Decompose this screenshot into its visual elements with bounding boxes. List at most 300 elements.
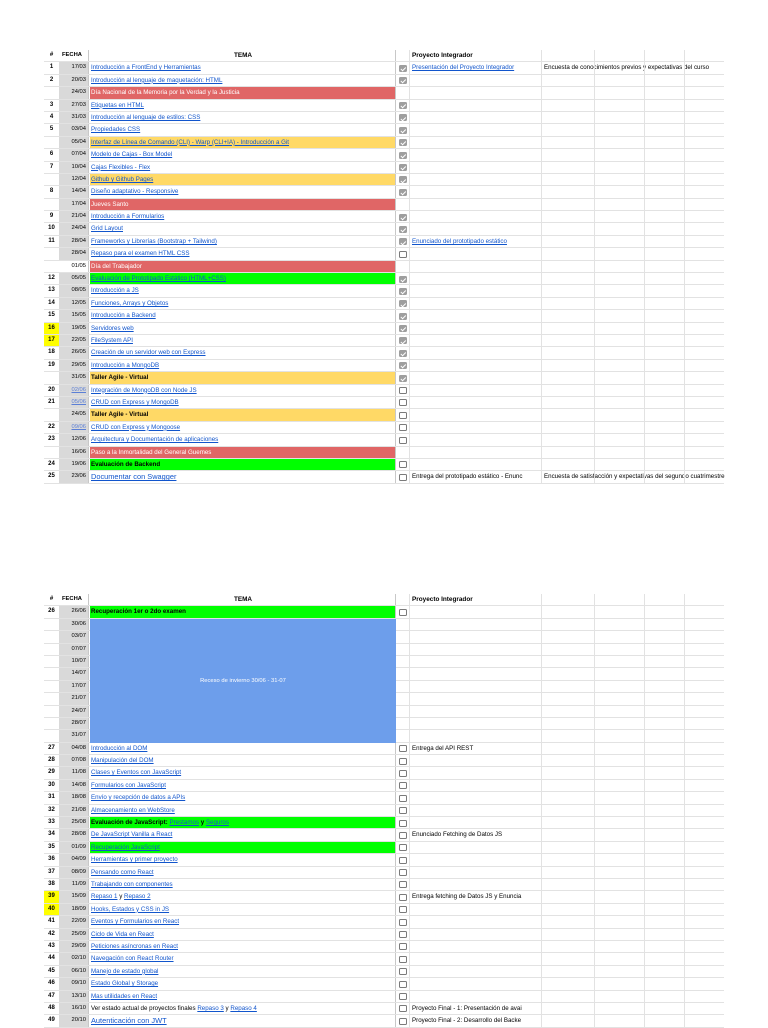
row-project	[410, 75, 542, 86]
checkbox-unchecked[interactable]	[399, 795, 407, 802]
checkbox-unchecked[interactable]	[399, 424, 407, 431]
row-number: 3	[49, 101, 54, 108]
grid-line	[684, 50, 685, 61]
grid-line	[594, 298, 595, 309]
row-project	[410, 817, 542, 828]
recess-merged-cell: Receso de invierno 30/06 - 31-07	[90, 619, 396, 743]
checkbox-unchecked[interactable]	[399, 857, 407, 864]
grid-line	[594, 100, 595, 111]
row-check-cell	[396, 681, 410, 692]
row-project	[410, 149, 542, 160]
row-number	[44, 631, 59, 642]
topic-link[interactable]: Diseño adaptativo - Responsive	[91, 188, 179, 196]
row-number: 39	[44, 891, 59, 902]
checkbox-unchecked[interactable]	[399, 758, 407, 765]
grid-line	[644, 706, 645, 717]
row-number	[44, 706, 59, 717]
grid-line	[684, 434, 685, 445]
grid-line	[594, 397, 595, 408]
row-notes	[542, 360, 724, 371]
row-project	[410, 805, 542, 816]
row-number	[44, 681, 59, 692]
grid-line	[684, 966, 685, 977]
checkbox-unchecked[interactable]	[399, 943, 407, 950]
topic-link[interactable]: Introducción al lenguaje de estilos: CSS	[91, 113, 201, 121]
checkbox-unchecked[interactable]	[399, 956, 407, 963]
checkbox-checked[interactable]	[399, 288, 407, 295]
row-check-cell	[396, 891, 410, 902]
topic-text: Ver estado actual de proyectos finales	[91, 1004, 196, 1012]
row-topic	[90, 385, 396, 396]
header-notes	[542, 50, 724, 61]
grid-line	[594, 261, 595, 272]
row-date: 26/05	[59, 347, 89, 358]
checkbox-unchecked[interactable]	[399, 387, 407, 394]
checkbox-unchecked[interactable]	[399, 251, 407, 258]
grid-line	[594, 447, 595, 458]
row-number	[44, 372, 59, 383]
row-number: 37	[48, 868, 55, 875]
row-notes	[542, 978, 724, 989]
topic-link[interactable]: Introducción a Formularios	[91, 213, 165, 221]
row-notes	[542, 236, 724, 247]
grid-line	[644, 100, 645, 111]
topic-link[interactable]: Autenticación con JWT	[91, 1016, 167, 1026]
checkbox-unchecked[interactable]	[399, 906, 407, 913]
topic-link[interactable]: Navegación con React Router	[91, 955, 174, 963]
row-date: 14/07	[59, 668, 89, 679]
header-check	[396, 594, 410, 605]
checkbox-checked[interactable]	[399, 300, 407, 307]
header-notes	[542, 594, 724, 605]
checkbox-checked[interactable]	[399, 238, 407, 245]
checkbox-checked[interactable]	[399, 375, 407, 382]
grid-line	[644, 594, 645, 605]
topic-link[interactable]: Frameworks y Librerías (Bootstrap + Tailwind)	[91, 237, 217, 245]
topic-link[interactable]: Arquitectura y Documentación de aplicaciones	[91, 436, 219, 444]
topic-link[interactable]: Creación de un servidor web con Express	[91, 349, 206, 357]
grid-line	[644, 236, 645, 247]
project-link[interactable]: Presentación del Proyecto Integrador	[412, 64, 515, 72]
topic-link[interactable]: Etiquetas en HTML	[91, 101, 144, 109]
topic-link[interactable]: Introducción a MongoDB	[91, 361, 160, 369]
grid-line	[684, 718, 685, 729]
row-number: 32	[48, 806, 55, 813]
row-notes	[542, 372, 724, 383]
checkbox-checked[interactable]	[399, 152, 407, 159]
grid-line	[594, 904, 595, 915]
row-check-cell	[396, 904, 410, 915]
row-check-cell	[396, 656, 410, 667]
row-date: 10/07	[59, 656, 89, 667]
row-project	[410, 904, 542, 915]
checkbox-unchecked[interactable]	[399, 820, 407, 827]
checkbox-checked[interactable]	[399, 139, 407, 146]
checkbox-unchecked[interactable]	[399, 412, 407, 419]
table-row	[44, 385, 724, 397]
checkbox-checked[interactable]	[399, 214, 407, 221]
checkbox-unchecked[interactable]	[399, 609, 407, 616]
grid-line	[684, 298, 685, 309]
row-check-cell	[396, 223, 410, 234]
header-date: FECHA	[59, 594, 89, 605]
grid-line	[644, 137, 645, 148]
table-row	[44, 87, 724, 99]
grid-line	[684, 223, 685, 234]
row-project	[410, 867, 542, 878]
row-project	[410, 718, 542, 729]
topic-link[interactable]: Manipulación del DOM	[91, 757, 154, 765]
grid-line	[644, 285, 645, 296]
topic-link[interactable]: Clases y Eventos con JavaScript	[91, 769, 182, 777]
topic-link[interactable]: Integración de MongoDB con Node JS	[91, 386, 197, 394]
checkbox-unchecked[interactable]	[399, 844, 407, 851]
topic-link[interactable]: Seguros	[205, 819, 229, 827]
grid-line	[594, 186, 595, 197]
checkbox-checked[interactable]	[399, 127, 407, 134]
table-row	[44, 310, 724, 322]
grid-line	[684, 261, 685, 272]
row-date: 30/06	[59, 619, 89, 630]
row-date: 24/04	[59, 223, 89, 234]
table-row	[44, 941, 724, 953]
row-notes	[542, 929, 724, 940]
topic-link[interactable]: Estado Global y Storage	[91, 980, 159, 988]
table-row	[44, 323, 724, 335]
table-row	[44, 978, 724, 990]
row-topic	[90, 743, 396, 754]
topic-link[interactable]: Recuperación JavaScript	[91, 843, 160, 851]
grid-line	[644, 434, 645, 445]
topic-link[interactable]: Documentar con Swagger	[91, 472, 177, 482]
row-check-cell	[396, 767, 410, 778]
grid-line	[594, 693, 595, 704]
checkbox-unchecked[interactable]	[399, 399, 407, 406]
topic-link[interactable]: Grid Layout	[91, 225, 123, 233]
grid-line	[594, 718, 595, 729]
grid-line	[684, 459, 685, 470]
row-check-cell	[396, 941, 410, 952]
grid-line	[594, 211, 595, 222]
grid-line	[684, 1003, 685, 1014]
table-row	[44, 1015, 724, 1027]
table-row	[44, 347, 724, 359]
checkbox-unchecked[interactable]	[399, 894, 407, 901]
grid-line	[644, 1015, 645, 1026]
table-row	[44, 75, 724, 87]
grid-line	[594, 792, 595, 803]
grid-line	[684, 978, 685, 989]
topic-link[interactable]: Mas utilidades en React	[91, 992, 158, 1000]
table-row	[44, 953, 724, 965]
topic-link[interactable]: Servidores web	[91, 324, 134, 332]
table-row	[44, 298, 724, 310]
checkbox-checked[interactable]	[399, 226, 407, 233]
checkbox-unchecked[interactable]	[399, 993, 407, 1000]
grid-line	[644, 447, 645, 458]
row-date: 15/09	[59, 891, 89, 902]
checkbox-unchecked[interactable]	[399, 807, 407, 814]
checkbox-unchecked[interactable]	[399, 869, 407, 876]
grid-line	[644, 805, 645, 816]
grid-line	[594, 87, 595, 98]
topic-link[interactable]: Almacenamiento en WebStore	[91, 806, 175, 814]
row-check-cell	[396, 261, 410, 272]
checkbox-checked[interactable]	[399, 313, 407, 320]
grid-line	[684, 62, 685, 73]
grid-line	[594, 879, 595, 890]
topic-link[interactable]: Ciclo de Vida en React	[91, 930, 154, 938]
topic-link[interactable]: Introducción a Backend	[91, 312, 156, 320]
row-project	[410, 891, 542, 902]
row-check-cell	[396, 285, 410, 296]
topic-link[interactable]: Introducción a FrontEnd y Herramientas	[91, 64, 201, 72]
topic-link[interactable]: CRUD con Express y Mongoose	[91, 423, 181, 431]
row-date: 05/05	[59, 273, 89, 284]
checkbox-checked[interactable]	[399, 176, 407, 183]
topic-link[interactable]: Repaso 4	[230, 1004, 257, 1012]
checkbox-unchecked[interactable]	[399, 474, 407, 481]
row-check-cell	[396, 606, 410, 617]
table-row	[44, 817, 724, 829]
grid-line	[594, 323, 595, 334]
grid-line	[644, 904, 645, 915]
table-row	[44, 854, 724, 866]
row-check-cell	[396, 829, 410, 840]
grid-line	[684, 162, 685, 173]
topic-link[interactable]: Prestamos	[169, 819, 200, 827]
topic-link[interactable]: Eventos y Formularios en React	[91, 918, 180, 926]
topic-link[interactable]: Introducción al lenguaje de maquetación: HTML	[91, 76, 223, 84]
grid-line	[594, 681, 595, 692]
grid-line	[594, 594, 595, 605]
row-number	[44, 619, 59, 630]
row-date[interactable]: 02/06	[59, 385, 89, 396]
grid-line	[684, 447, 685, 458]
table-row	[44, 261, 724, 273]
row-number: 42	[48, 930, 55, 937]
row-date: 24/03	[59, 87, 89, 98]
row-project	[410, 273, 542, 284]
grid-line	[684, 273, 685, 284]
checkbox-unchecked[interactable]	[399, 931, 407, 938]
topic-link[interactable]: Peticiones asíncronas en React	[91, 942, 179, 950]
grid-line	[684, 644, 685, 655]
row-date: 11/08	[59, 767, 89, 778]
topic-link[interactable]: Propiedades CSS	[91, 126, 141, 134]
row-notes	[542, 904, 724, 915]
checkbox-unchecked[interactable]	[399, 832, 407, 839]
checkbox-unchecked[interactable]	[399, 782, 407, 789]
checkbox-checked[interactable]	[399, 325, 407, 332]
topic-text: Taller Agile - Virtual	[91, 411, 149, 419]
row-date: 31/07	[59, 730, 89, 741]
row-notes	[542, 186, 724, 197]
grid-line	[644, 953, 645, 964]
row-number: 34	[48, 831, 55, 838]
row-check-cell	[396, 668, 410, 679]
row-number: 15	[48, 312, 55, 319]
project-text: Entrega del API REST	[412, 744, 474, 752]
grid-line	[684, 854, 685, 865]
row-check-cell	[396, 75, 410, 86]
row-project	[410, 447, 542, 458]
checkbox-unchecked[interactable]	[399, 745, 407, 752]
grid-line	[644, 360, 645, 371]
row-check-cell	[396, 347, 410, 358]
topic-link[interactable]: Repaso 3	[197, 1004, 224, 1012]
grid-line	[644, 372, 645, 383]
topic-link[interactable]: Github y Github Pages	[91, 175, 154, 183]
notes-text: Encuesta de conocimientos previos y expectativas del curso	[544, 64, 710, 72]
table-row	[44, 149, 724, 161]
checkbox-unchecked[interactable]	[399, 770, 407, 777]
topic-link[interactable]: Funciones, Arrays y Objetos	[91, 299, 169, 307]
row-number	[44, 718, 59, 729]
row-date: 21/08	[59, 805, 89, 816]
grid-line	[594, 347, 595, 358]
grid-line	[684, 100, 685, 111]
row-check-cell	[396, 310, 410, 321]
checkbox-checked[interactable]	[399, 337, 407, 344]
grid-line	[644, 606, 645, 617]
row-number	[44, 656, 59, 667]
row-notes	[542, 434, 724, 445]
row-number: 6	[49, 151, 54, 158]
checkbox-checked[interactable]	[399, 276, 407, 283]
grid-line	[594, 62, 595, 73]
row-date[interactable]: 09/06	[59, 422, 89, 433]
row-number: 28	[48, 757, 55, 764]
topic-link[interactable]: Pensando como React	[91, 868, 154, 876]
topic-link[interactable]: Introducción a JS	[91, 287, 139, 295]
row-number: 36	[48, 856, 55, 863]
grid-line	[684, 842, 685, 853]
row-project	[410, 1003, 542, 1014]
grid-line	[594, 285, 595, 296]
topic-link[interactable]: Trabajando con componentes	[91, 880, 173, 888]
topic-link[interactable]: Modelo de Cajas - Box Model	[91, 151, 173, 159]
checkbox-unchecked[interactable]	[399, 437, 407, 444]
topic-link[interactable]: Cajas Flexibles - Flex	[91, 163, 151, 171]
topic-link[interactable]: De JavaScript Vanilla a React	[91, 831, 173, 839]
row-check-cell	[396, 953, 410, 964]
topic-text: y	[117, 893, 125, 901]
topic-link[interactable]: Evaluación de Prototipado Estático (HTML+CSS)	[91, 275, 226, 283]
checkbox-unchecked[interactable]	[399, 968, 407, 975]
checkbox-unchecked[interactable]	[399, 881, 407, 888]
checkbox-checked[interactable]	[399, 164, 407, 171]
topic-link[interactable]: Introducción al DOM	[91, 744, 148, 752]
checkbox-checked[interactable]	[399, 65, 407, 72]
row-date: 18/09	[59, 904, 89, 915]
row-project	[410, 62, 542, 73]
grid-line	[594, 112, 595, 123]
grid-line	[684, 891, 685, 902]
topic-link[interactable]: Herramientas y primer proyecto	[91, 856, 178, 864]
checkbox-checked[interactable]	[399, 77, 407, 84]
row-number: 20	[48, 386, 55, 393]
grid-line	[684, 248, 685, 259]
row-check-cell	[396, 62, 410, 73]
row-notes	[542, 149, 724, 160]
row-project	[410, 916, 542, 927]
grid-line	[684, 372, 685, 383]
row-project	[410, 285, 542, 296]
table-row	[44, 285, 724, 297]
table-row	[44, 186, 724, 198]
row-project	[410, 372, 542, 383]
row-date: 14/08	[59, 780, 89, 791]
row-date: 07/04	[59, 149, 89, 160]
row-notes	[542, 447, 724, 458]
grid-line	[684, 953, 685, 964]
row-topic	[90, 953, 396, 964]
topic-link[interactable]: CRUD con Express y MongoDB	[91, 398, 179, 406]
grid-line	[594, 619, 595, 630]
row-project	[410, 879, 542, 890]
grid-line	[684, 631, 685, 642]
checkbox-unchecked[interactable]	[399, 981, 407, 988]
row-topic	[90, 347, 396, 358]
grid-line	[644, 978, 645, 989]
topic-link[interactable]: Envío y recepción de datos a APIs	[91, 794, 186, 802]
checkbox-checked[interactable]	[399, 350, 407, 357]
row-date: 21/07	[59, 693, 89, 704]
table-row	[44, 112, 724, 124]
checkbox-unchecked[interactable]	[399, 919, 407, 926]
row-number: 41	[48, 918, 55, 925]
topic-text: Jueves Santo	[91, 200, 129, 208]
topic-link[interactable]: Formularios con JavaScript	[91, 781, 166, 789]
grid-line	[644, 174, 645, 185]
row-number: 11	[48, 237, 55, 244]
checkbox-unchecked[interactable]	[399, 1005, 407, 1012]
row-project	[410, 606, 542, 617]
grid-line	[684, 767, 685, 778]
row-topic	[90, 606, 396, 617]
row-date[interactable]: 05/06	[59, 397, 89, 408]
topic-link[interactable]: Hooks, Estados y CSS in JS	[91, 905, 170, 913]
grid-line	[684, 397, 685, 408]
topic-link[interactable]: Interfaz de Línea de Comando (CLI) - Warp (CLI+IA) - Introducción a Git	[91, 138, 290, 146]
topic-link[interactable]: FileSystem API	[91, 336, 133, 344]
topic-link[interactable]: Repaso para el examen HTML CSS	[91, 250, 190, 258]
row-topic	[90, 75, 396, 86]
checkbox-checked[interactable]	[399, 114, 407, 121]
row-date: 22/09	[59, 916, 89, 927]
checkbox-checked[interactable]	[399, 102, 407, 109]
row-check-cell	[396, 916, 410, 927]
grid-line	[684, 668, 685, 679]
table-row	[44, 434, 724, 446]
checkbox-unchecked[interactable]	[399, 461, 407, 468]
row-number: 24	[48, 460, 55, 467]
grid-line	[684, 335, 685, 346]
project-link[interactable]: Enunciado del prototipado estático	[412, 237, 507, 245]
topic-link[interactable]: Repaso 1	[91, 893, 118, 901]
grid-line	[644, 273, 645, 284]
grid-line	[684, 619, 685, 630]
grid-line	[594, 236, 595, 247]
row-topic	[90, 780, 396, 791]
row-number	[44, 199, 59, 210]
topic-link[interactable]: Manejo de estado global	[91, 967, 159, 975]
topic-link[interactable]: Repaso 2	[124, 893, 151, 901]
checkbox-checked[interactable]	[399, 362, 407, 369]
grid-line	[594, 360, 595, 371]
checkbox-checked[interactable]	[399, 189, 407, 196]
